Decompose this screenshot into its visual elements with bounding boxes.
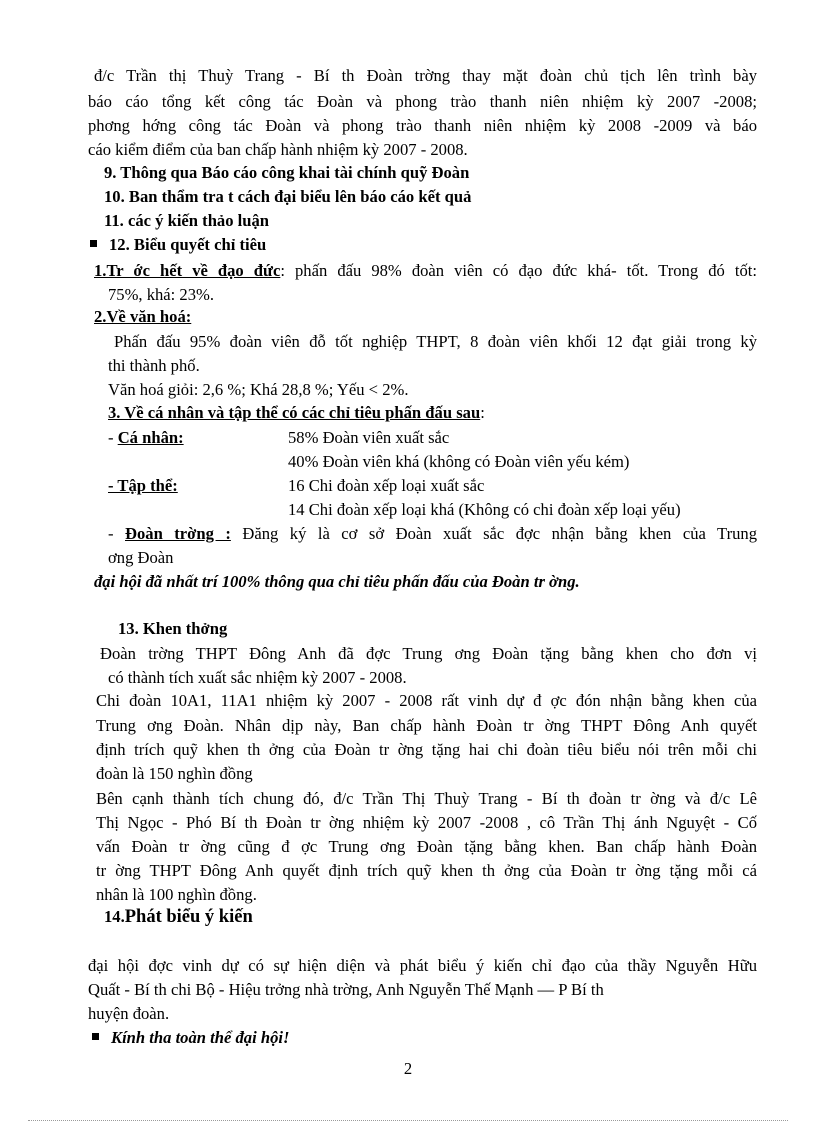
awards-line: Thị Ngọc - Phó Bí th Đoàn tr ờng nhiệm kỳ 2007 -2008 , cô Trần Thị ánh Nguyệt - Cố: [96, 813, 757, 832]
awards-line: vấn Đoàn tr ờng cũng đ ợc Trung ơng Đoàn tặng bằng khen. Ban chấp hành Đoàn: [96, 837, 757, 856]
section-3-heading: 3. Về cá nhân và tập thể có các chỉ tiêu phấn đấu sau: [108, 403, 481, 422]
doantruong-line2: ơng Đoàn: [108, 548, 174, 567]
page-number: 2: [403, 1059, 413, 1078]
awards-line: đoàn là 150 nghìn đồng: [96, 764, 253, 783]
item-12-label: 12. Biểu quyết chỉ tiêu: [109, 235, 267, 254]
awards-line: có thành tích xuất sắc nhiệm kỳ 2007 - 2008.: [108, 668, 407, 687]
item-9: 9. Thông qua Báo cáo công khai tài chính quỹ Đoàn: [104, 163, 470, 182]
section-2-line: Phấn đấu 95% đoàn viên đỗ tốt nghiệp THPT, 8 đoàn viên khối 12 đạt giải trong kỳ: [114, 332, 757, 351]
section-1-text: : phấn đấu 98% đoàn viên có đạo đức khá- tốt. Trong đó tốt:: [280, 261, 757, 280]
closing-line: huyện đoàn.: [88, 1004, 170, 1023]
section-3-heading-line: [108, 403, 485, 423]
canhan-item: 58% Đoàn viên xuất sắc: [288, 428, 450, 447]
taphe-item: 16 Chi đoàn xếp loại xuất sắc: [288, 476, 485, 495]
section-1-line2: 75%, khá: 23%.: [108, 285, 214, 304]
item-12: [90, 235, 266, 255]
doantruong-text: Đăng ký là cơ sở Đoàn xuất sắc đợc nhận bằng khen của Trung: [230, 524, 757, 543]
closing-line: đại hội đợc vinh dự có sự hiện diện và phát biểu ý kiến chỉ đạo của thầy Nguyễn Hữu: [88, 956, 757, 975]
canhan-label-line: [108, 428, 184, 448]
taphe-item: 14 Chi đoàn xếp loại khá (Không có chi đoàn xếp loại yếu): [288, 500, 681, 519]
doantruong-label: Đoàn trờng :: [125, 524, 231, 543]
section-3-colon: :: [480, 403, 485, 422]
bullet-icon: [90, 240, 97, 247]
item-14-number: 14.: [104, 907, 125, 926]
page-break-divider: [28, 1120, 788, 1121]
section-1-line: [94, 261, 757, 281]
awards-line: nhân là 100 nghìn đồng.: [96, 885, 257, 904]
canhan-label: Cá nhân:: [117, 428, 184, 447]
awards-line: tr ờng THPT Đông Anh quyết định trích quỹ khen th ởng của Đoàn tr ờng tặng mỗi cá: [96, 861, 757, 880]
awards-line: Đoàn trờng THPT Đông Anh đã đợc Trung ơng Đoàn tặng bằng khen cho đơn vị: [100, 644, 757, 663]
approval-line: đại hội đã nhất trí 100% thông qua chỉ tiêu phấn đấu của Đoàn tr ờng.: [94, 572, 580, 591]
greeting-text: Kính tha toàn thể đại hội!: [111, 1028, 290, 1047]
awards-line: Bên cạnh thành tích chung đó, đ/c Trần Thị Thuỳ Trang - Bí th đoàn tr ờng và đ/c Lê: [96, 789, 757, 808]
awards-line: Chi đoàn 10A1, 11A1 nhiệm kỳ 2007 - 2008 rất vinh dự đ ợc đón nhận bằng khen của: [96, 691, 757, 710]
intro-line: đ/c Trần thị Thuỳ Trang - Bí th Đoàn trờng thay mặt đoàn chủ tịch lên trình bày: [94, 66, 757, 85]
item-10: 10. Ban thẩm tra t cách đại biểu lên báo cáo kết quả: [104, 187, 472, 206]
awards-line: định trích quỹ khen th ởng của Đoàn tr ờng tặng hai chi đoàn tiêu biểu nói trên mỗi chi: [96, 740, 757, 759]
greeting-line: [92, 1028, 289, 1048]
doantruong-line: [108, 524, 757, 544]
item-13: 13. Khen thởng: [118, 619, 228, 638]
taphe-label: - Tập thể:: [108, 476, 178, 495]
intro-line: cáo kiểm điểm của ban chấp hành nhiệm kỳ 2007 - 2008.: [88, 140, 468, 159]
canhan-item: 40% Đoàn viên khá (không có Đoàn viên yếu kém): [288, 452, 630, 471]
item-14-title: Phát biểu ý kiến: [124, 907, 253, 927]
closing-line: Quất - Bí th chi Bộ - Hiệu trởng nhà trờng, Anh Nguyễn Thế Mạnh — P Bí th: [88, 980, 604, 999]
item-11: 11. các ý kiến thảo luận: [104, 211, 270, 230]
awards-line: Trung ơng Đoàn. Nhân dịp này, Ban chấp hành Đoàn tr ờng THPT Đông Anh quyết: [96, 716, 757, 735]
item-14: [104, 906, 253, 928]
section-2-line: thi thành phố.: [108, 356, 200, 375]
section-2-line: Văn hoá giỏi: 2,6 %; Khá 28,8 %; Yếu < 2%.: [108, 380, 409, 399]
doantruong-dash: -: [108, 524, 125, 543]
intro-line: báo cáo tổng kết công tác Đoàn và phong trào thanh niên nhiệm kỳ 2007 -2008;: [88, 92, 757, 111]
canhan-dash: -: [108, 428, 118, 447]
intro-line: phơng hớng công tác Đoàn và phong trào thanh niên nhiệm kỳ 2008 -2009 và báo: [88, 116, 757, 135]
section-2-heading: 2.Về văn hoá:: [94, 307, 192, 326]
section-1-heading: 1.Tr ớc hết về đạo đức: [94, 261, 281, 280]
bullet-icon: [92, 1033, 99, 1040]
